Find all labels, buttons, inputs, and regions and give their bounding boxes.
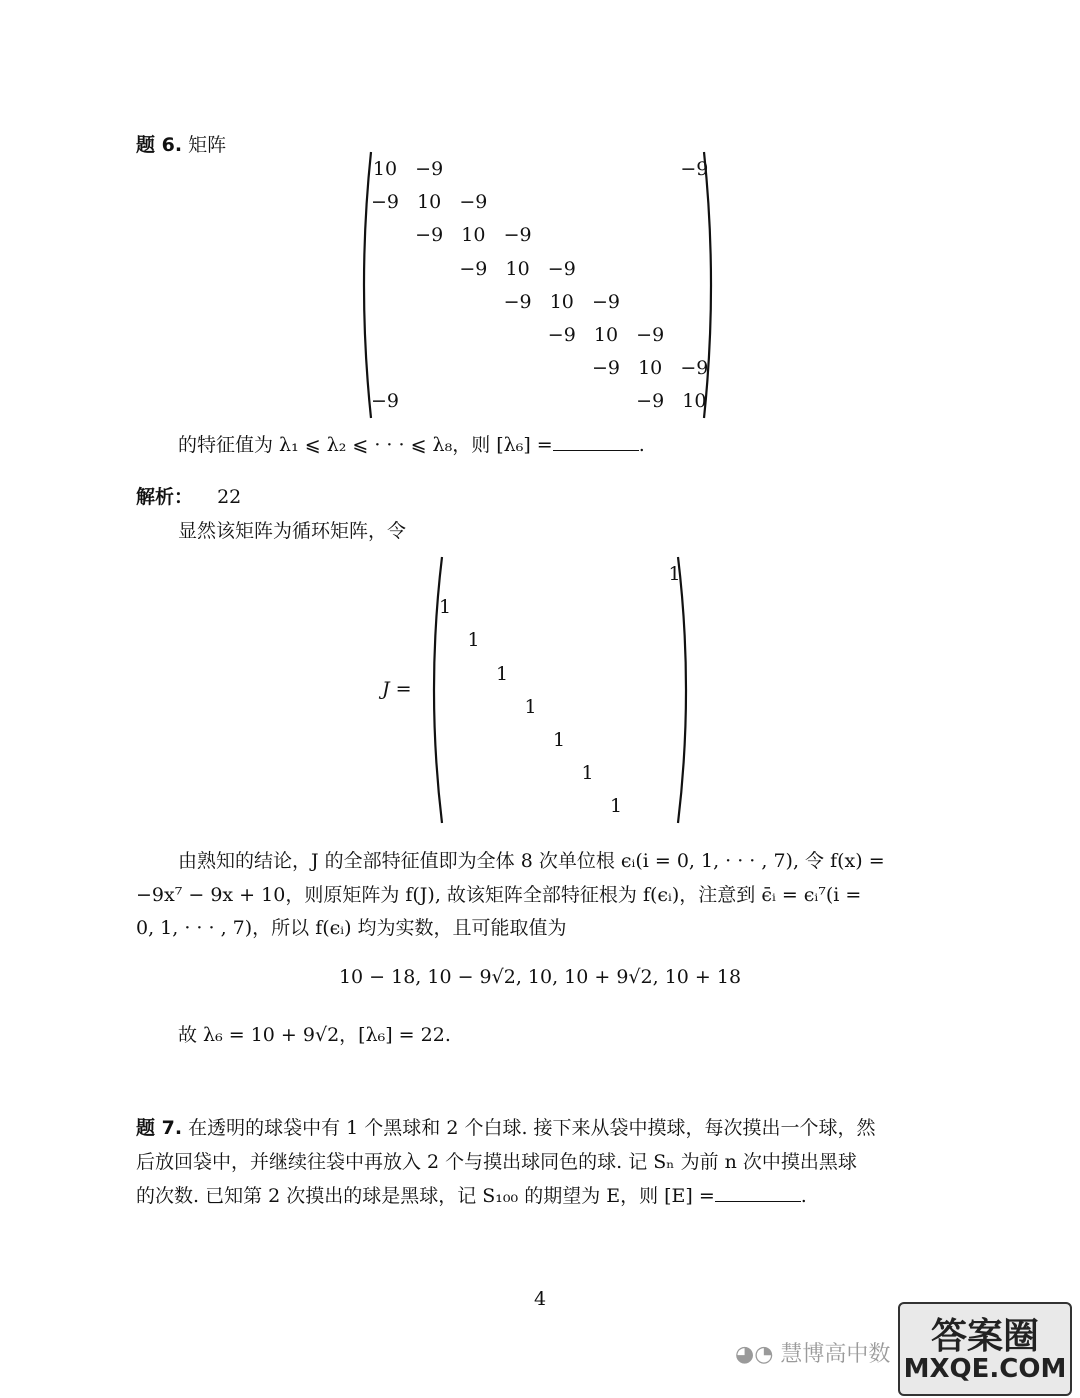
- matrix-cell: 10: [372, 158, 398, 180]
- matrix-cell: −9: [547, 257, 576, 280]
- matrix-cell: 10: [461, 224, 486, 247]
- watermark-logo-bottom: MXQE.COM: [903, 1354, 1067, 1384]
- matrix-cell: −9: [415, 224, 444, 247]
- matrix-cell: −9: [636, 324, 665, 346]
- q7-answer-blank: [715, 1200, 801, 1202]
- q7-line3: [136, 1181, 807, 1208]
- matrix-cell: 10: [417, 191, 442, 214]
- wechat-icon: ◕◔: [735, 1342, 774, 1367]
- matrix-cell: −9: [591, 290, 620, 313]
- solution-line1: 显然该矩阵为循环矩阵，令: [178, 520, 407, 542]
- matrix-cell: 10: [593, 324, 619, 346]
- j-cell: 1: [467, 629, 480, 652]
- j-label: J =: [382, 678, 412, 700]
- j-right-paren: [674, 555, 696, 825]
- matrix-cell: −9: [459, 257, 488, 280]
- matrix-cell: −9: [547, 324, 576, 346]
- matrix-cell: −9: [415, 158, 444, 180]
- values-equation: 10 − 18, 10 − 9√2, 10, 10 + 9√2, 10 + 18: [338, 966, 742, 988]
- q7-text-3: 的次数. 已知第 2 次摸出的球是黑球，记 S₁₀₀ 的期望为 E，则 [E] =: [136, 1185, 715, 1207]
- q6-statement-text: 的特征值为 λ₁ ⩽ λ₂ ⩽ · · · ⩽ λ₈，则 [λ₆] =: [178, 434, 553, 456]
- j-cell: 1: [668, 563, 681, 585]
- matrix-cell: 10: [549, 290, 574, 313]
- page-number: 4: [533, 1288, 547, 1310]
- q7-text-1: 在透明的球袋中有 1 个黑球和 2 个白球. 接下来从袋中摸球，每次摸出一个球，然: [188, 1117, 876, 1139]
- j-cell: 1: [552, 729, 566, 751]
- matrix-cell: −9: [680, 357, 709, 380]
- q7-line3-end: .: [800, 1185, 807, 1207]
- j-cell: 1: [609, 795, 623, 818]
- j-cell: 1: [524, 695, 537, 718]
- matrix-cell: −9: [370, 191, 399, 214]
- para1-line-a: 由熟知的结论，J 的全部特征值即为全体 8 次单位根 ϵᵢ(i = 0, 1, · · · , 7), 令 f(x) =: [178, 850, 885, 872]
- q6-title: 矩阵: [188, 134, 227, 156]
- matrix-cell: 10: [682, 390, 707, 413]
- matrix-cell: −9: [370, 390, 399, 413]
- watermark-account-text: 慧博高中数: [780, 1342, 891, 1367]
- q7-line1: [136, 1113, 876, 1140]
- watermark-logo-top: 答案圈: [930, 1316, 1039, 1357]
- solution-answer: 22: [217, 486, 242, 508]
- matrix-cell: −9: [591, 357, 620, 380]
- j-cell: 1: [495, 662, 509, 685]
- matrix-right-paren: [700, 150, 720, 420]
- q6-statement: [178, 430, 645, 457]
- q6-statement-end: .: [638, 434, 645, 456]
- conclusion: 故 λ₆ = 10 + 9√2，[λ₆] = 22.: [178, 1024, 451, 1046]
- matrix-cell: 10: [638, 357, 663, 380]
- matrix-cell: −9: [680, 158, 709, 180]
- q6-heading: [136, 130, 226, 157]
- solution-label: 解析：: [136, 486, 194, 508]
- answer-blank: [553, 449, 639, 451]
- matrix-cell: −9: [503, 224, 532, 247]
- matrix-cell: 10: [505, 257, 530, 280]
- j-cell: 1: [438, 596, 452, 619]
- watermark-logo: [898, 1302, 1072, 1396]
- matrix-cell: −9: [503, 290, 532, 313]
- solution-heading: [136, 482, 241, 509]
- para1-line-c: 0, 1, · · · , 7)，所以 f(ϵᵢ) 均为实数，且可能取值为: [136, 917, 567, 939]
- j-cell: 1: [581, 762, 594, 785]
- q6-label: 题 6.: [136, 134, 183, 156]
- q7-label: 题 7.: [136, 1117, 183, 1139]
- para1-line-b: −9x⁷ − 9x + 10，则原矩阵为 f(J), 故该矩阵全部特征根为 f(ϵᵢ)，注意到 ϵ̄ᵢ = ϵᵢ⁷(i =: [136, 884, 862, 906]
- watermark-account: [735, 1337, 890, 1368]
- q7-line2: 后放回袋中，并继续往袋中再放入 2 个与摸出球同色的球. 记 Sₙ 为前 n 次中摸出黑球: [136, 1151, 857, 1173]
- matrix-cell: −9: [636, 390, 665, 413]
- matrix-cell: −9: [459, 191, 488, 214]
